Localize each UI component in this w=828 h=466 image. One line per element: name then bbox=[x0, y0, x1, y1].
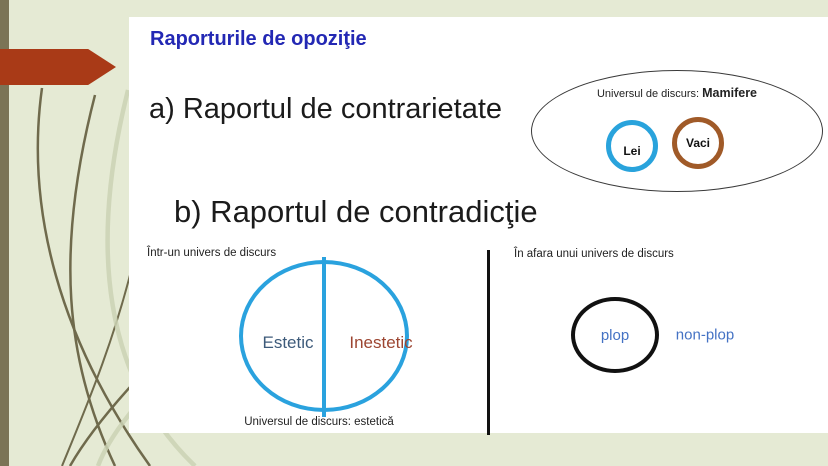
plop-label: plop bbox=[600, 326, 630, 344]
universe-label-text: Universul de discurs: bbox=[596, 88, 700, 100]
non-plop-label: non-plop bbox=[675, 326, 735, 344]
slide-title: Raporturile de opoziţie bbox=[150, 28, 367, 50]
left-diagram-label: Într-un univers de discurs bbox=[147, 247, 277, 259]
circle-divider-line bbox=[322, 257, 326, 417]
vertical-divider-line bbox=[487, 250, 490, 435]
universe-label bbox=[532, 86, 822, 100]
universe-ellipse bbox=[531, 70, 823, 192]
vaci-circle bbox=[672, 117, 724, 169]
content-panel bbox=[129, 17, 828, 433]
vaci-label: Vaci bbox=[685, 136, 711, 150]
right-diagram-label: În afara unui univers de discurs bbox=[514, 248, 674, 260]
inestetic-label: Inestetic bbox=[349, 333, 413, 352]
lei-circle bbox=[606, 120, 658, 172]
section-a-heading: a) Raportul de contrarietate bbox=[149, 93, 503, 125]
lei-label: Lei bbox=[623, 144, 641, 158]
left-diagram-caption: Universul de discurs: estetică bbox=[244, 416, 394, 428]
universe-value: Mamifere bbox=[702, 86, 758, 100]
plop-circle bbox=[571, 297, 659, 373]
estetic-label: Estetic bbox=[262, 333, 314, 352]
section-b-heading: b) Raportul de contradicţie bbox=[174, 194, 538, 229]
